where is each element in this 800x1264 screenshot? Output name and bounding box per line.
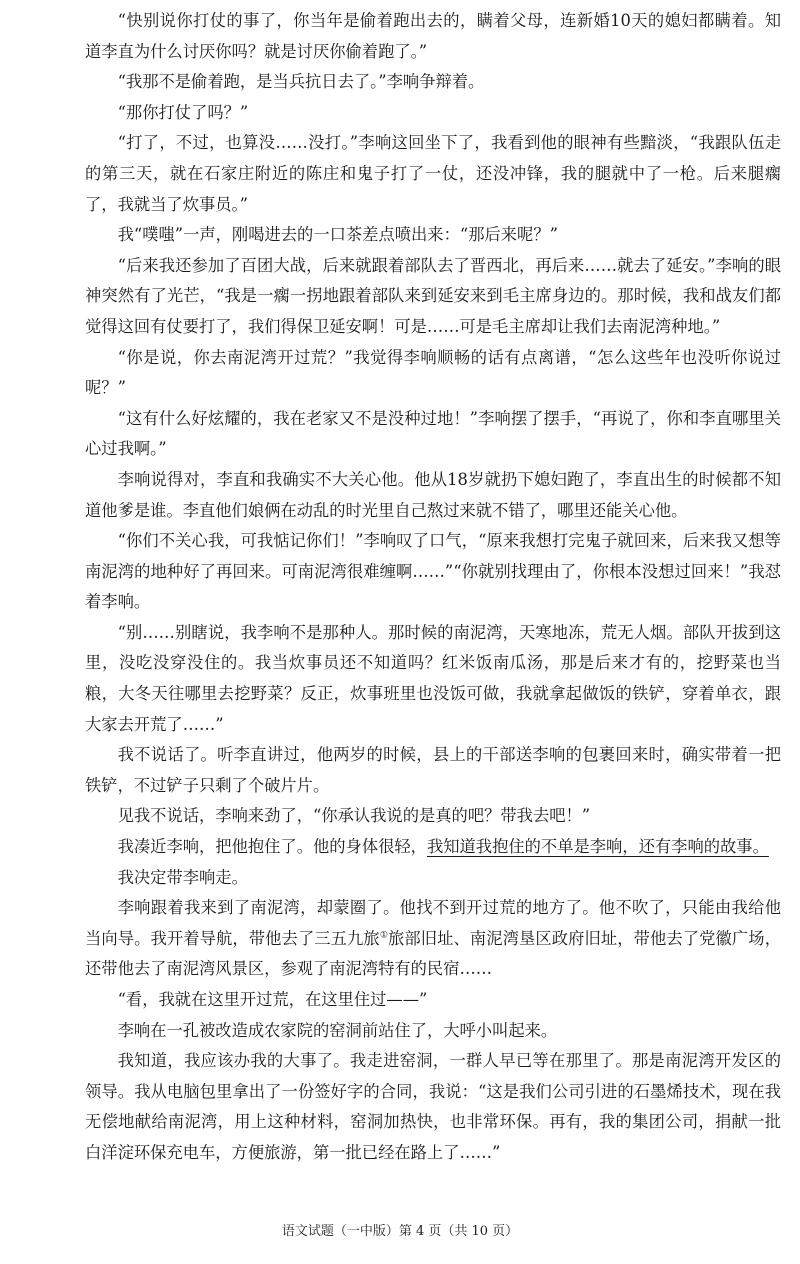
page-footer: 语文试题（一中版）第 4 页（共 10 页） bbox=[281, 1224, 519, 1239]
paragraph: 李响在一孔被改造成农家院的窑洞前站住了，大呼小叫起来。 bbox=[117, 1020, 558, 1040]
paragraph: “打了，不过，也算没……没打。”李响这回坐下了，我看到他的眼神有些黯淡，“我跟队伍走的第三天，就在石家庄附近的陈庄和鬼子打了一仗，还没冲锋，我的腿就中了一枪。后来腿瘸了，我就当了炊事员。” bbox=[85, 133, 781, 214]
hug-text: 我凑近李响，把他抱住了。他的身体很轻， bbox=[117, 837, 427, 857]
paragraph: “那你打仗了吗？” bbox=[117, 102, 249, 122]
paragraph: 我“噗嗤”一声，刚喝进去的一口茶差点喷出来：“那后来呢？” bbox=[117, 225, 558, 245]
paragraph: 李响说得对，李直和我确实不大关心他。他从18岁就扔下媳妇跑了，李直出生的时候都不知道他爹是谁。李直他们娘俩在动乱的时光里自己熬过来就不错了，哪里还能关心他。 bbox=[85, 469, 781, 520]
paragraph: “你是说，你去南泥湾开过荒？”我觉得李响顺畅的话有点离谱，“怎么这些年也没听你说过呢？” bbox=[85, 347, 781, 398]
footnote-marker: ① bbox=[379, 930, 388, 941]
paragraph: “你们不关心我，可我惦记你们！”李响叹了口气，“原来我想打完鬼子就回来，后来我又想等南泥湾的地种好了再回来。可南泥湾很难缠啊……”“你就别找理由了，你根本没想过回来！”我怼着李响。 bbox=[85, 531, 781, 612]
paragraph: 我决定带李响走。 bbox=[117, 867, 248, 887]
paragraph: “别……别瞎说，我李响不是那种人。那时候的南泥湾，天寒地冻，荒无人烟。部队开拔到这里，没吃没穿没住的。我当炊事员还不知道吗？红米饭南瓜汤，那是后来才有的，挖野菜也当粮，大冬天往哪里去挖野菜？反正，炊事班里也没饭可做，我就拿起做饭的铁铲，穿着单衣，跟大家去开荒了……” bbox=[85, 622, 781, 734]
paragraph: 我不说话了。听李直讲过，他两岁的时候，县上的干部送李响的包裹回来时，确实带着一把铁铲，不过铲子只剩了个破片片。 bbox=[85, 745, 781, 795]
underlined-sentence: 我知道我抱住的不单是李响，还有李响的故事。 bbox=[426, 837, 769, 857]
guide-text-a: 李响跟着我来到了南泥湾，却蒙圈了。他找不到开过荒的地方了。他不吹了，只能由我给他当向导。我开着导航，带他去了三五九旅 bbox=[85, 898, 781, 948]
paragraph: “我那不是偷着跑，是当兵抗日去了。”李响争辩着。 bbox=[117, 72, 485, 92]
paragraph-hug bbox=[85, 832, 781, 863]
paragraph: “后来我还参加了百团大战，后来就跟着部队去了晋西北，再后来……就去了延安。”李响的眼神突然有了光芒，“我是一瘸一拐地跟着部队来到延安来到毛主席身边的。那时候，我和战友们都觉得这回有仗要打了，我们得保卫延安啊！可是……可是毛主席却让我们去南泥湾种地。” bbox=[85, 255, 781, 336]
paragraph: “这有什么好炫耀的，我在老家又不是没种过地！”李响摆了摆手，“再说了，你和李直哪里关心过我啊。” bbox=[85, 408, 781, 459]
paragraph-guide bbox=[85, 893, 781, 985]
paragraph: “快别说你打仗的事了，你当年是偷着跑出去的，瞒着父母，连新婚10天的媳妇都瞒着。知道李直为什么讨厌你吗？就是讨厌你偷着跑了。” bbox=[85, 11, 781, 61]
guide-text-b: 旅部旧址、南泥湾垦区政府旧址，带他去了党徽广场，还带他去了南泥湾风景区，参观了南泥湾特有的民宿…… bbox=[85, 928, 781, 979]
paragraph: “看，我就在这里开过荒，在这里住过——” bbox=[117, 990, 428, 1009]
paragraph: 见我不说话，李响来劲了，“你承认我说的是真的吧？带我去吧！” bbox=[117, 806, 591, 826]
paragraph: 我知道，我应该办我的大事了。我走进窑洞，一群人早已等在那里了。那是南泥湾开发区的领导。我从电脑包里拿出了一份签好字的合同，我说：“这是我们公司引进的石墨烯技术，现在我无偿地献给南泥湾，用上这种材料，窑洞加热快，也非常环保。再有，我的集团公司，捐献一批白洋淀环保充电车，方便旅游，第一批已经在路上了……” bbox=[85, 1051, 781, 1162]
story-text bbox=[85, 6, 781, 1169]
